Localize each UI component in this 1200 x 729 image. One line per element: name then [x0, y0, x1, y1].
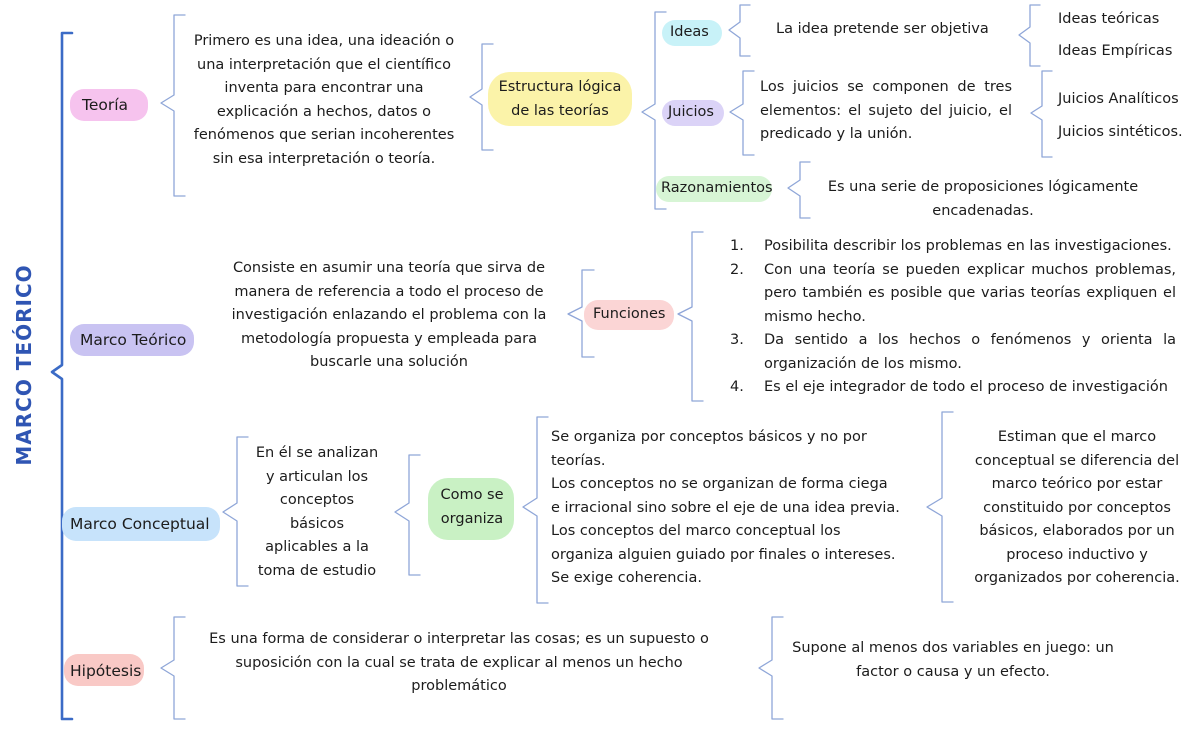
teoria-description: Primero es una idea, una ideación o una interpretación que el científico inventa para encontrar una explicación a hechos, datos o fenómenos que serian incoherentes sin esa interpretación o teoría. — [193, 33, 455, 167]
marco-conceptual-label: Marco Conceptual — [70, 515, 210, 533]
variables-text: Supone al menos dos variables en juego: un factor o causa y un efecto. — [792, 640, 1114, 680]
teoria-label: Teoría — [82, 96, 129, 114]
juicios-items-bracket — [1031, 71, 1052, 157]
hipotesis-label: Hipótesis — [70, 662, 142, 680]
razonamientos-bracket — [788, 162, 810, 218]
estructura-logica: Estructura lógica de las teorías — [498, 79, 622, 119]
list-item: 4. Es el eje integrador de todo el proceso de investigación — [730, 379, 1168, 395]
ideas-item: Ideas teóricas — [1058, 11, 1160, 27]
teoria-bracket — [161, 15, 185, 196]
ideas-label: Ideas — [670, 24, 709, 40]
como-se-organiza: Como se organiza — [440, 487, 504, 527]
conceptual-bracket — [223, 437, 248, 586]
ideas-item: Ideas Empíricas — [1058, 43, 1173, 59]
razonamientos-text: Es una serie de proposiciones lógicamente encadenadas. — [827, 179, 1139, 219]
list-item: 1. Posibilita describir los problemas en las investigaciones. — [730, 238, 1172, 254]
juicios-item: Juicios sintéticos. — [1058, 124, 1183, 140]
ideas-items-bracket — [1019, 5, 1040, 66]
marco-conceptual-description: En él se analizan y articulan los conceptos básicos aplicables a la toma de estudio — [255, 445, 379, 579]
organiza-bracket — [395, 455, 420, 575]
funciones-list — [730, 235, 1176, 400]
hipotesis-bracket — [161, 617, 185, 719]
hipotesis-description: Es una forma de considerar o interpretar las cosas; es un supuesto o suposición con la cual se trata de explicar al menos un hecho problemático — [209, 631, 709, 694]
organiza-detail: Se organiza por conceptos básicos y no por teorías. Los conceptos no se organizan de forma ciega e irracional sino sobre el eje de una idea previa. Los conceptos del marco conceptual los organiza alguien guiado por finales o intereses. Se exige coherencia. — [551, 429, 900, 586]
juicios-label: Juicios — [668, 104, 714, 120]
detail-bracket — [523, 417, 548, 603]
marco-teorico-label: Marco Teórico — [80, 331, 187, 349]
list-item: 2. Con una teoría se pueden explicar muchos problemas, pero también es posible que varias teorías expliquen el mismo hecho. — [730, 261, 1176, 325]
main-bracket — [52, 33, 72, 719]
funciones-label: Funciones — [593, 306, 666, 322]
estiman-bracket — [927, 412, 953, 602]
ideas-text: La idea pretende ser objetiva — [776, 21, 989, 37]
juicios-text: Los juicios se componen de tres elementos: el sujeto del juicio, el predicado y la unión. — [760, 79, 1012, 142]
juicios-item: Juicios Analíticos — [1058, 91, 1179, 107]
estiman-text: Estiman que el marco conceptual se diferencia del marco teórico por estar constituido por conceptos básicos, elaborados por un proceso inductivo y organizados por coherencia. — [974, 429, 1180, 586]
list-item: 3. Da sentido a los hechos o fenómenos y orienta la organización de los mismo. — [730, 332, 1176, 372]
razonamientos-label: Razonamientos — [661, 180, 773, 196]
juicios-bracket — [730, 71, 754, 155]
ideas-bracket — [729, 5, 750, 56]
marco-teorico-description: Consiste en asumir una teoría que sirva de manera de referencia a todo el proceso de investigación enlazando el problema con la metodología propuesta y empleada para buscarle una solución — [231, 260, 547, 370]
diagram-title: MARCO TEÓRICO — [12, 264, 36, 466]
variables-bracket — [759, 617, 783, 719]
funciones-list-bracket — [678, 232, 703, 401]
